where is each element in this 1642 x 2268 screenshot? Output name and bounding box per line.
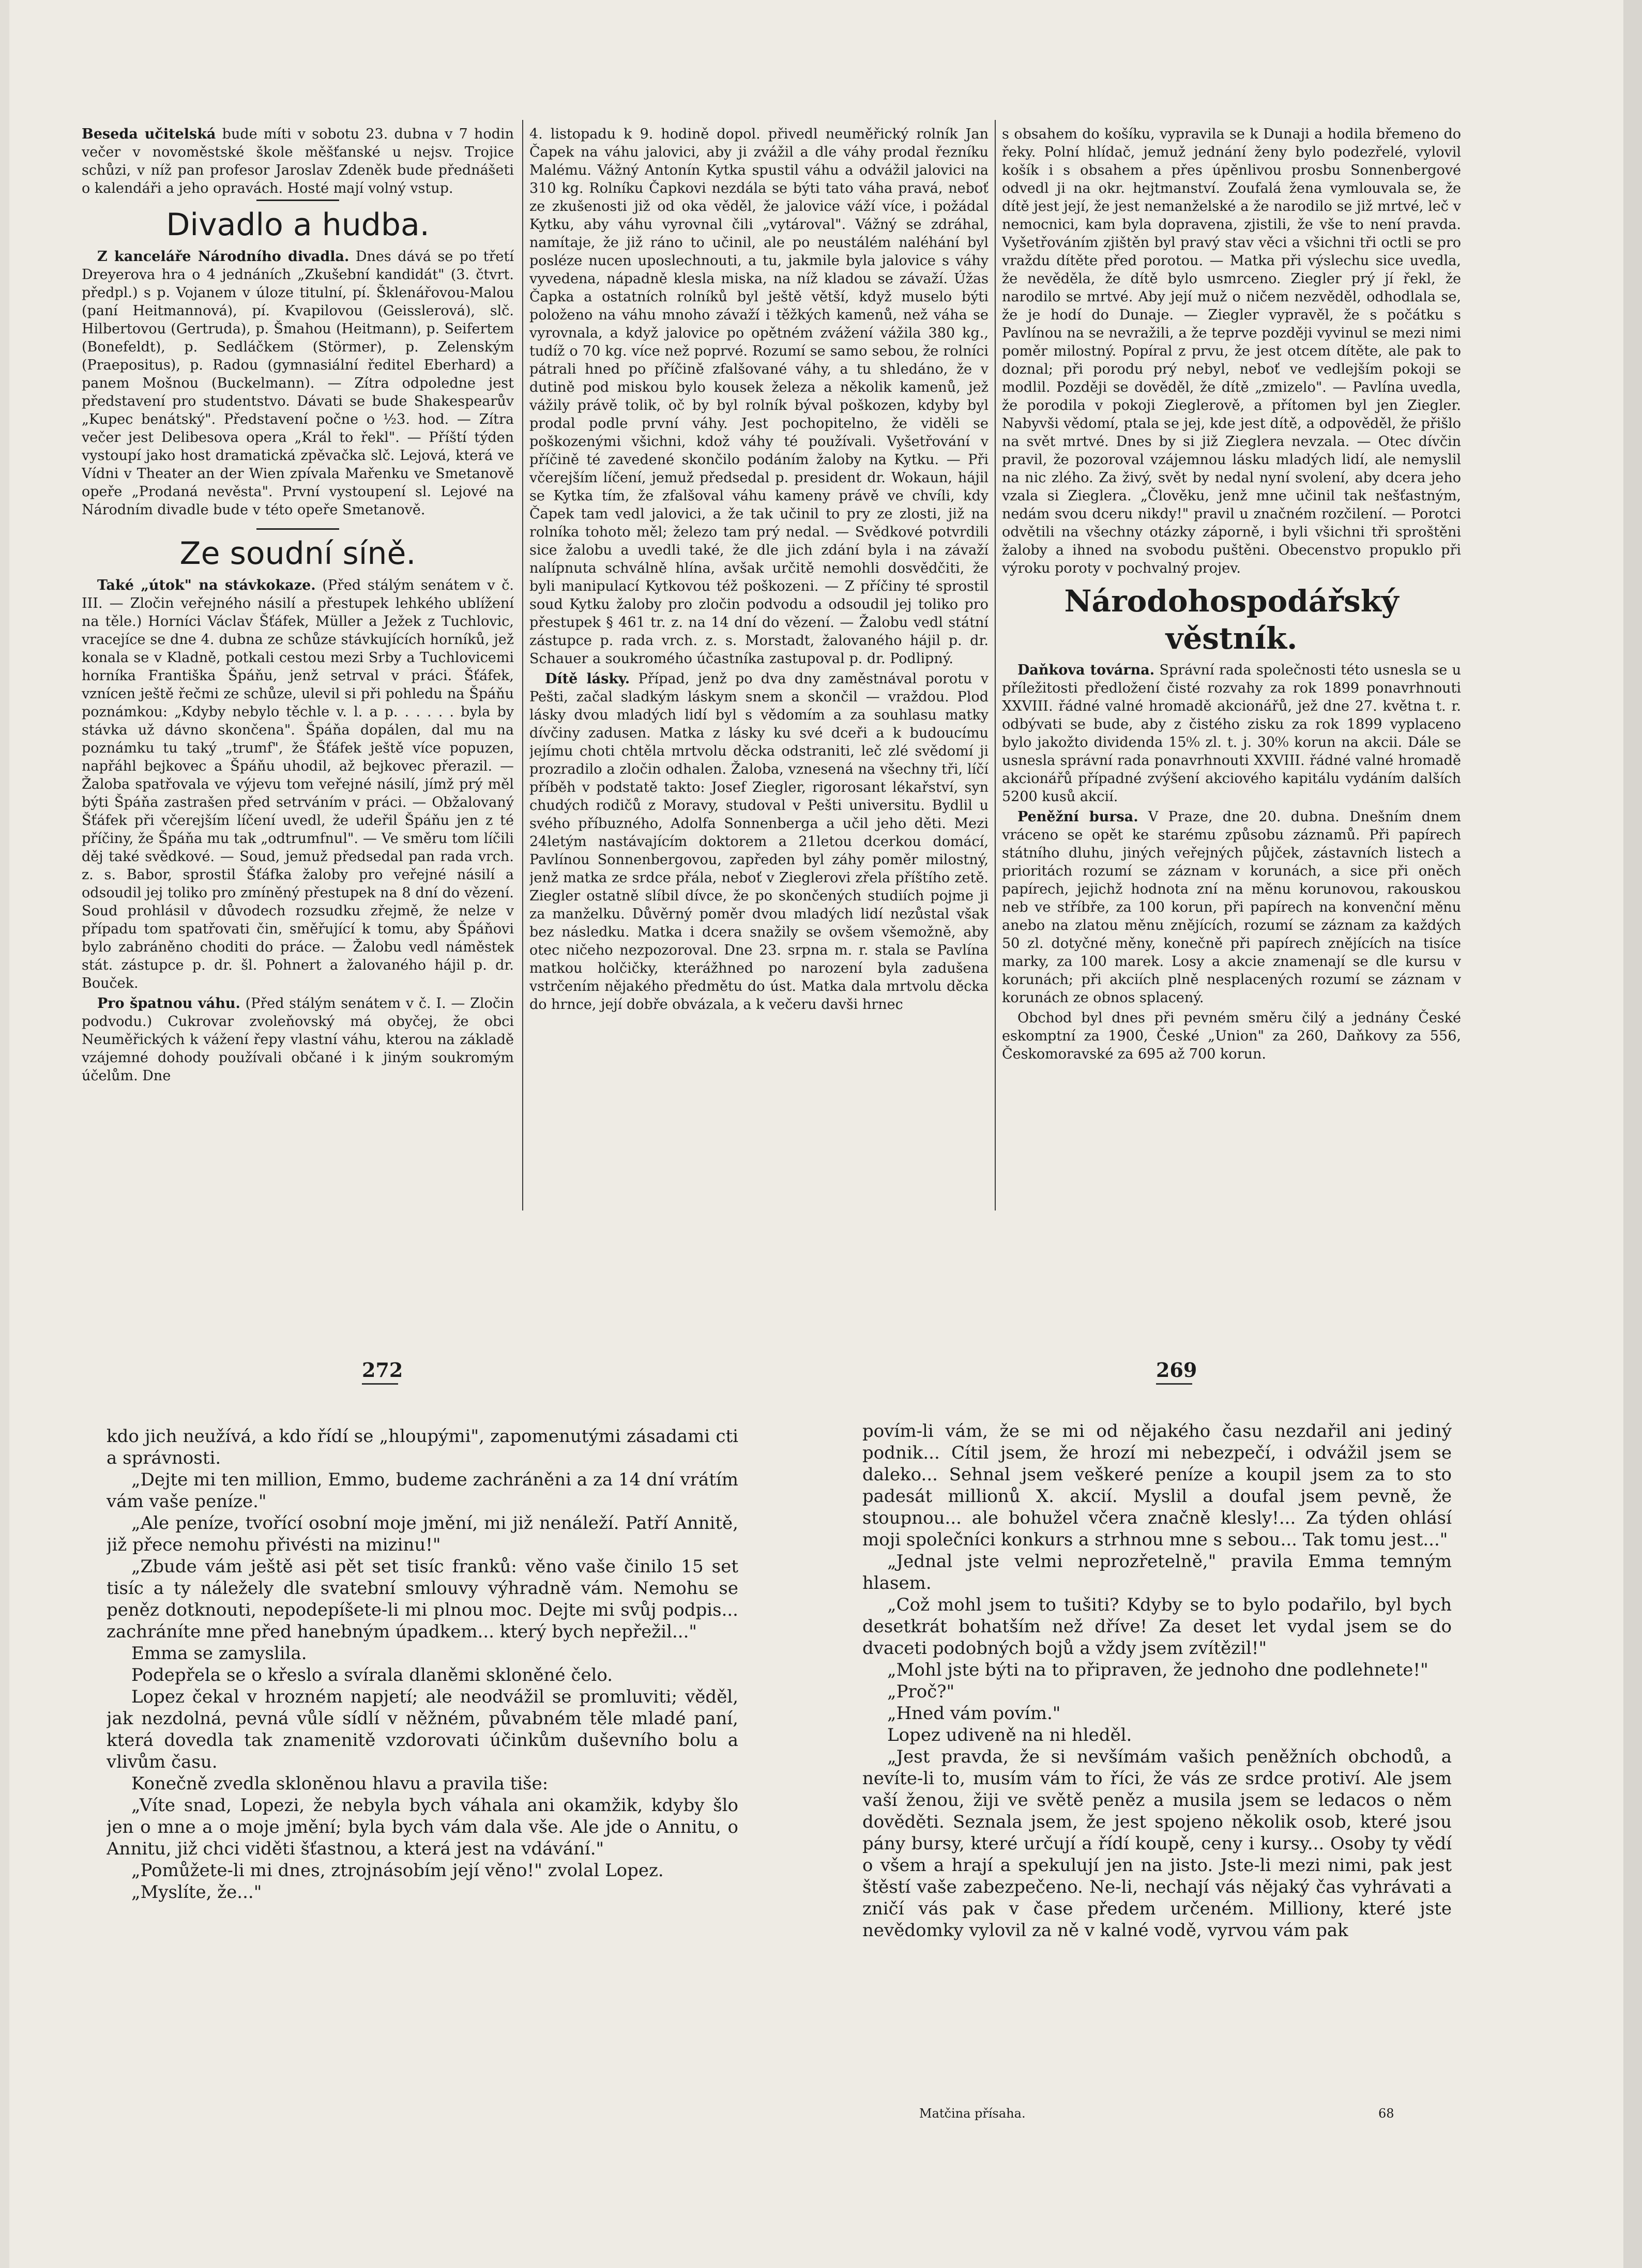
story-paragraph: Lopez čekal v hrozném napjetí; ale neodvážil se promluviti; věděl, jak nezdolná, pevná vůle sídlí v něžném, půvabném těle mladé paní, která dovedla tak znamenitě vzdorovati účinkům duševního bolu a vlivům času.	[107, 1687, 738, 1772]
story-paragraph: Emma se zamyslila.	[131, 1643, 307, 1664]
article-stavkokaze: Také „útok" na stávkokaze. (Před stálým senátem v č. III. — Zločin veřejného násilí a přestupek lehkého ublížení na těle.) Horníci Václav Šťáfek, Müller a Ježek z Tuchlovic, vracejíce se dne 4. dubna ze schůze stávkujících horníků, jež konala se v Kladně, potkali cestou mezi Srby a Tuchlovicemi horníka Františka Špáňu, jenž setrval v práci. Šťáfek, vznícen ještě řečmi ze schůze, ulevil si při pohledu na Špáňu poznámkou: „Kdyby nebylo těchle v. l. a p. . . . . . byla by stávka už dávno skončena". Špáňa dopálen, dal mu na poznámku tu taký „trumf", že Šťáfek ještě více popuzen, napřáhl bejkovec a Špáňu uhodil, až bejkovec přerazil. — Žaloba spatřovala ve výjevu tom veřejné násilí, jímž prý měl býti Špáňa zastrašen před setrváním v práci. — Obžalovaný Šťáfek při včerejším líčení uvedl, že udeřil Špáňu jen z té příčiny, že Špáňa mu tak „odtrumfnul". — Ve směru tom líčili děj také svědkové. — Soud, jemuž předsedal pan rada vrch. z. s. Babor, sprostil Šťáfka žaloby pro veřejné násilí a odsoudil jej toliko pro zmíněný přestupek na 8 dní do vězení. Soud prohlásil v důvodech rozsudku zřejmě, že nelze v případu tom spatřovati čin, směřující k tomu, aby Špáňovi bylo zabráněno choditi do práce. — Žalobu vedl náměstek stát. zástupce p. dr. šl. Pohnert a žalovaného hájil p. dr. Bouček.	[82, 577, 514, 991]
story-paragraph: „Víte snad, Lopezi, že nebyla bych váhala ani okamžik, kdyby šlo jen o mne a o moje jmění; byla bych vám dala vše. Ale jde o Annitu, o Annitu, již chci viděti šťastnou, a která jest na vdávání."	[107, 1795, 738, 1859]
story-paragraph: „Hned vám povím."	[887, 1703, 1061, 1724]
story-paragraph: „Dejte mi ten million, Emmo, budeme zachráněni a za 14 dní vrátím vám vaše peníze."	[107, 1469, 738, 1512]
story-paragraph: „Jest pravda, že si nevšímám vašich peněžních obchodů, a nevíte-li to, musím vám to říci, že vás ze srdce protiví. Ale jsem vaší ženou, žiji ve světě peněz a musila jsem se ledacos o něm dověděti. Seznala jsem, že jest spojeno několik osob, které jsou pány bursy, které určují a řídí koupě, ceny i kursy... Osoby ty vědí o všem a hrají a spekulují jen na jisto. Jste-li mezi nimi, pak jest štěstí vaše zabezpečeno. Ne-li, nechají vás nějaký čas vyhrávati a zničí vás pak v čase předem určeném. Milliony, které jste nevědomky vylovil za ně v kalné vodě, vyrvou vám pak	[862, 1746, 1452, 1941]
page-edge-left	[0, 0, 9, 2268]
story-paragraph: „Proč?"	[887, 1681, 955, 1702]
article-beseda: Beseda učitelská bude míti v sobotu 23. dubna v 7 hodin večer v novoměstské škole měšťanské u nejsv. Trojice schůzi, v níž pan profesor Jaroslav Zdeněk bude přednášeti o kalendáři a jeho opravách. Hosté mají volný vstup.	[82, 126, 514, 196]
story-paragraph: „Zbude vám ještě asi pět set tisíc franků: věno vaše činilo 15 set tisíc a ty náležely dle svatební smlouvy výhradně vám. Nemohu se peněz dotknouti, nepodepíšete-li mi plnou moc. Dejte mi svůj podpis... zachráníte mne před hanebným úpadkem... který bych nepřežil..."	[107, 1556, 738, 1642]
section-rule	[256, 528, 339, 530]
column-3	[1002, 125, 1461, 1226]
story-right	[862, 1420, 1452, 2077]
column-1	[82, 125, 514, 1226]
article-dankova-tovarna: Daňkova továrna. Správní rada společnosti této usnesla se u příležitosti předložení čisté rozvahy za rok 1899 ponavrhnouti XXVIII. řádné valné hromadě akcionářů, jež dne 27. května t. r. odbývati se bude, aby z čistého zisku za rok 1899 vyplaceno bylo jakožto dividenda 15⁰⁄₀ zl. t. j. 30⁰⁄₀ korun na akcii. Dále se usnesla správní rada ponavrhnouti XXVIII. řádné valné hromadě akcionářů případné zvýšení akciového kapitálu vydáním dalších 5200 kusů akcií.	[1002, 662, 1461, 805]
column-divider-2	[995, 120, 996, 1210]
article-dite-lasky-continued: s obsahem do košíku, vypravila se k Dunaji a hodila břemeno do řeky. Polní hlídač, jemuž jednání ženy bylo podezřelé, vylovil košík i s obsahem a přes úpěnlivou prosbu Sonnenbergové odvedl ji na okr. hejtmanství. Zoufalá žena vymlouvala se, že dítě jest její, že jest nemanželské a že narodilo se již mrtvé, leč v nemocnici, kam byla dopravena, zjistili, že vše to není pravda. Vyšetřováním zjištěn byl pravý stav věci a všichni tři octli se pro vraždu dítěte před porotou. — Matka při výslechu sice uvedla, že nevěděla, že dítě bylo usmrceno. Ziegler prý jí řekl, že narodilo se mrtvé. Aby její muž o ničem nezvěděl, odhodlala se, že je hodí do Dunaje. — Ziegler vypravěl, že s počátku s Pavlínou na se nevražili, a že teprve později vyvinul se mezi nimi poměr milostný. Popíral z prvu, že jest otcem dítěte, ale pak to doznal; při porodu prý nebyl, neboť ve vedlejším pokoji se modlil. Později se dověděl, že dítě „zmizelo". — Pavlína uvedla, že porodila v pokoji Zieglerově, a přítomen byl jen Ziegler. Nabyvši vědomí, ptala se jej, kde jest dítě, a odpověděl, že přišlo na svět mrtvé. Dnes by si již Zieglera nevzala. — Otec dívčin pravil, že pozoroval vzájemnou lásku mladých lidí, ale nemyslil na nic zlého. Za živý, svět by nedal nyní svolení, aby dcera jeho vzala si Zieglera. „Člověku, jenž mne učinil tak nešťastným, nedám svou dceru nikdy!" pravil u značném rozčilení. — Porotci odvětili na všechny otázky záporně, i byli všichni tři sproštěni žaloby a ihned na svobodu puštěni. Obecenstvo propuklo při výroku poroty v pochvalný projev.	[1002, 126, 1461, 576]
story-paragraph: „Mohl jste býti na to připraven, že jednoho dne podlehnete!"	[887, 1660, 1428, 1680]
story-paragraph: „Myslíte, že..."	[131, 1882, 262, 1903]
column-2	[529, 125, 989, 1226]
story-paragraph: „Pomůžete-li mi dnes, ztrojnásobím její věno!" zvolal Lopez.	[131, 1860, 664, 1881]
story-paragraph: Konečně zvedla skloněnou hlavu a pravila tiše:	[131, 1773, 549, 1794]
page-number-rule-right	[1156, 1383, 1192, 1385]
article-spatna-vaha: Pro špatnou váhu. (Před stálým senátem v č. I. — Zločin podvodu.) Cukrovar zvoleňovský má obyčej, že obci Neuměřických k vážení řepy vlastní váhu, kterou na základě vzájemné dohody používali občané i k jiným soukromým účelům. Dne	[82, 995, 514, 1084]
story-paragraph: „Což mohl jsem to tušiti? Kdyby se to bylo podařilo, byl bych desetkrát bohatším než dříve! Za deset let vydal jsem se do dvaceti podobných bojů a vždy jsem zvítězil!"	[862, 1595, 1452, 1659]
story-paragraph: Lopez udiveně na ni hleděl.	[887, 1725, 1132, 1745]
story-left	[107, 1426, 738, 2123]
article-dite-lasky: Dítě lásky. Případ, jenž po dva dny zaměstnával porotu v Pešti, začal sladkým láskym snem a skončil — vraždou. Plod lásky dvou mladých lidí byl s vědomím a za souhlasu matky dívčiny zadusen. Matka z lásky ku své dceři a k budoucímu jejímu choti chtěla mrtvolu děcka odstraniti, leč zlé svědomí ji prozradilo a zločin odhalen. Žaloba, vznesená na všechny tři, líčí příběh v podstatě takto: Josef Ziegler, rigorosant lékařství, syn chudých rodičů z Moravy, studoval v Pešti universitu. Bydlil u svého příbuzného, Adolfa Sonnenberga a učil jeho děti. Mezi 24letým nastávajícím doktorem a 21letou dcerkou domácí, Pavlínou Sonnenbergovou, zapředen byl záhy poměr milostný, jenž matka ze srdce přála, neboť v Zieglerovi zřela příštího zetě. Ziegler ostatně slíbil dívce, že po skončených studiích pojme ji za manželku. Důvěrný poměr dvou mladých lidí nezůstal však bez následku. Matka i dcera snažily se ovšem všemožně, aby otec ničeho nezpozoroval. Dne 23. srpna m. r. stala se Pavlína matkou holčičky, kterážhned po narození byla zadušena vstrčením nějakého předmětu do úst. Matka dala mrtvolu děcka do hrnce, její dobře obvázala, a k večeru davši hrnec	[529, 671, 989, 1013]
heading-soud: Ze soudní síně.	[179, 535, 416, 572]
page-number-right: 269	[1156, 1358, 1197, 1382]
story-footer-number: 68	[1378, 2106, 1394, 2121]
article-penezni-bursa: Peněžní bursa. V Praze, dne 20. dubna. Dnešním dnem vráceno se opět ke starému způsobu záznamů. Při papírech státního dluhu, jiných veřejných půjček, zástavních listech a prioritách rozumí se záznam v korunách, a sice při oněch papírech, jejichž hodnota zní na měnu korunovou, rakouskou neb ve stříbře, za 100 korun, při papírech na konvenční měnu anebo na zlatou měnu znějících, rozumí se záznam za každých 50 zl. dotyčné měny, konečně při papírech znějících na tisíce marky, za 100 marek. Losy a akcie znamenají se dle kursu v korunách; při akciích plně nesplacených rozumí se záznam v korunách ze obnos splacený.	[1002, 809, 1461, 1006]
story-footer-title: Matčina přísaha.	[919, 2106, 1026, 2121]
story-paragraph: Podepřela se o křeslo a svírala dlaněmi skloněné čelo.	[131, 1665, 613, 1685]
page-edge-right	[1623, 0, 1642, 2268]
story-paragraph: kdo jich neužívá, a kdo řídí se „hloupými", zapomenutými zásadami cti a správnosti.	[107, 1426, 738, 1468]
page-number-left: 272	[362, 1358, 403, 1382]
story-paragraph: „Jednal jste velmi neprozřetelně," pravila Emma temným hlasem.	[862, 1551, 1452, 1593]
article-narodni-divadlo: Z kanceláře Národního divadla. Dnes dává se po třetí Dreyerova hra o 4 jednáních „Zkušební kandidát" (3. čtvrt. předpl.) s p. Vojanem v úloze titulní, pí. Šklenářovou-Malou (paní Heitmannová), pí. Kvapilovou (Geisslerová), slč. Hilbertovou (Gertruda), p. Šmahou (Heitmann), p. Seifertem (Bonefeldt), p. Sedláčkem (Störmer), p. Zelenským (Praepositus), p. Radou (gymnasiální ředitel Eberhard) a panem Mošnou (Buckelmann). — Zítra odpoledne jest představení pro studentstvo. Dávati se bude Shakespearův „Kupec benátský". Představení počne o ½3. hod. — Zítra večer jest Delibesova opera „Král to řekl". — Příští týden vystoupí jako host dramatická zpěvačka slč. Lejová, která ve Vídni v Theater an der Wien zpívala Mařenku ve Smetanově opeře „Prodaná nevěsta". První vystoupení sl. Lejové na Národním divadle bude v této opeře Smetanově.	[82, 249, 514, 518]
article-obchod: Obchod byl dnes při pevném směru čilý a jednány České eskomptní za 1900, České „Union" za 260, Daňkovy za 556, Českomoravské za 695 až 700 korun.	[1002, 1010, 1461, 1062]
heading-divadlo: Divadlo a hudba.	[166, 207, 430, 243]
story-paragraph: povím-li vám, že se mi od nějakého času nezdařil ani jediný podnik... Cítil jsem, že hrozí mi nebezpečí, i odvážil jsem se daleko... Sehnal jsem veškeré peníze a koupil jsem za to sto padesát millionů X. akcií. Myslil a doufal jsem pevně, že stoupnou... ale bohužel včera značně klesly!... Za týden ohlásí moji společníci konkurs a strhnou mne s sebou... Tak tomu jest..."	[862, 1421, 1452, 1550]
article-vaha-continued: 4. listopadu k 9. hodině dopol. přivedl neuměřický rolník Jan Čapek na váhu jalovici, aby ji zvážil a dle váhy prodal řezníku Malému. Vážný Antonín Kytka spustil váhu a odvážil jalovici na 310 kg. Rolníku Čapkovi nezdála se býti tato váha pravá, neboť ze zkušenosti již od oka věděl, že jalovice váží více, i požádal Kytku, aby váhu vyrovnal čili „vytároval". Vážný se zdráhal, namítaje, že již ráno to učinil, ale po neustálém naléhání byl posléze nucen uposlechnouti, a tu, jakmile byla jalovice s váhy vyvedena, nápadně klesla miska, na níž kladou se závaží. Úžas Čapka a ostatních rolníků byl ještě větší, když muselo býti položeno na váhu mnoho závaží i těžkých kamenů, než váha se vyrovnala, a když jalovice po opětném zvážení vážila 380 kg., tudíž o 70 kg. více než poprvé. Rozumí se samo sebou, že rolníci pátrali hned po příčině zfalšované váhy, a tu shledáno, že v dutině pod miskou bylo kousek železa a několik kamenů, jež vážily právě tolik, oč by byl rolník býval poškozen, kdyby byl prodal podle první váhy. Jest pochopitelno, že viděli se poškozenými všichni, kdož váhy té používali. Vyšetřování v příčině té zavedené skončilo podáním žaloby na Kytku. — Při včerejším líčení, jemuž předsedal p. president dr. Wokaun, hájil se Kytka tím, že zfalšoval váhu kameny právě ve chvíli, kdy Čapek tam vedl jalovici, a že tak učinil to pry ze zlosti, již na rolníka tohoto měl; železo tam prý nedal. — Svědkové potvrdili sice žalobu a uvedli také, že dle jich zdání byla i na závaží nalípnuta schválně hlína, avšak určitě nemohli dosvědčiti, že byli manipulací Kytkovou též poškozeni. — Z příčiny té sprostil soud Kytku žaloby pro zločin podvodu a odsoudil jej toliko pro přestupek § 461 tr. z. na 14 dní do vězení. — Žalobu vedl státní zástupce p. rada vrch. z. s. Morstadt, žalovaného hájil p. dr. Schauer a soukromého účastníka zastupoval p. dr. Podlipný.	[529, 126, 989, 667]
heading-narodohospodarsky: Národohospodářský věstník.	[1064, 584, 1399, 656]
section-rule	[256, 200, 339, 201]
page-number-rule-left	[362, 1383, 398, 1385]
story-paragraph: „Ale peníze, tvořící osobní moje jmění, mi již nenáleží. Patří Annitě, již přece nemohu přivésti na mizinu!"	[107, 1513, 738, 1555]
column-divider-1	[522, 120, 523, 1210]
